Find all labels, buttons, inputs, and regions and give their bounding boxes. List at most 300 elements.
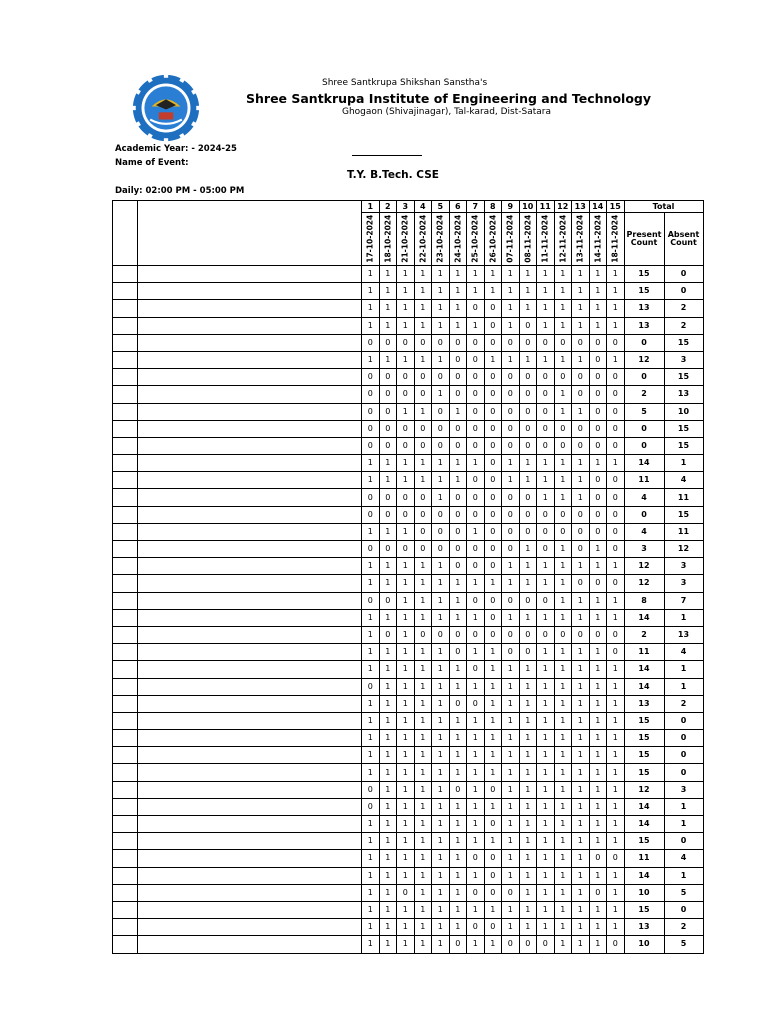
present-count: 14 — [624, 867, 664, 884]
table-row — [113, 936, 704, 953]
attendance-mark: 1 — [502, 833, 520, 850]
attendance-mark: 0 — [449, 644, 467, 661]
attendance-mark: 1 — [502, 558, 520, 575]
attendance-mark: 1 — [572, 661, 590, 678]
academic-year: Academic Year: - 2024-25 — [115, 144, 237, 154]
attendance-mark: 1 — [379, 712, 397, 729]
attendance-mark: 0 — [589, 369, 607, 386]
attendance-mark: 1 — [572, 455, 590, 472]
attendance-mark: 1 — [607, 730, 625, 747]
attendance-mark: 1 — [484, 833, 502, 850]
attendance-mark: 1 — [397, 472, 415, 489]
attendance-mark: 0 — [607, 386, 625, 403]
attendance-mark: 1 — [467, 712, 485, 729]
absent-count: 15 — [664, 420, 703, 437]
attendance-mark: 1 — [554, 472, 572, 489]
attendance-mark: 1 — [537, 455, 555, 472]
attendance-mark: 0 — [519, 644, 537, 661]
attendance-mark: 1 — [537, 833, 555, 850]
attendance-mark: 0 — [519, 420, 537, 437]
attendance-mark: 1 — [554, 781, 572, 798]
absent-count: 11 — [664, 489, 703, 506]
attendance-mark: 0 — [449, 936, 467, 953]
attendance-mark: 0 — [397, 884, 415, 901]
attendance-mark: 1 — [414, 403, 432, 420]
sr-cell — [113, 472, 138, 489]
date-label: 18-10-2024 — [383, 214, 392, 263]
attendance-mark: 1 — [607, 592, 625, 609]
table-row — [113, 300, 704, 317]
attendance-mark: 1 — [397, 747, 415, 764]
sr-cell — [113, 919, 138, 936]
attendance-mark: 1 — [537, 678, 555, 695]
absent-count: 7 — [664, 592, 703, 609]
attendance-mark: 0 — [379, 506, 397, 523]
absent-count: 15 — [664, 369, 703, 386]
attendance-mark: 1 — [572, 901, 590, 918]
attendance-mark: 0 — [379, 437, 397, 454]
date-label: 07-11-2024 — [505, 214, 515, 263]
attendance-mark: 0 — [362, 506, 380, 523]
present-count: 15 — [624, 712, 664, 729]
attendance-mark: 1 — [519, 575, 537, 592]
attendance-mark: 1 — [362, 455, 380, 472]
attendance-mark: 1 — [607, 661, 625, 678]
attendance-mark: 1 — [414, 798, 432, 815]
day-number: 1 — [362, 201, 380, 213]
sr-cell — [113, 850, 138, 867]
attendance-mark: 1 — [554, 764, 572, 781]
student-name-cell — [138, 506, 362, 523]
attendance-mark: 1 — [607, 455, 625, 472]
attendance-mark: 1 — [379, 798, 397, 815]
attendance-mark: 1 — [379, 455, 397, 472]
attendance-mark: 0 — [484, 369, 502, 386]
attendance-mark: 0 — [607, 420, 625, 437]
student-name-cell — [138, 266, 362, 283]
attendance-mark: 1 — [414, 901, 432, 918]
attendance-mark: 1 — [414, 609, 432, 626]
sr-cell — [113, 644, 138, 661]
absent-count: 11 — [664, 523, 703, 540]
attendance-mark: 1 — [449, 919, 467, 936]
attendance-mark: 1 — [537, 266, 555, 283]
attendance-mark: 1 — [432, 266, 450, 283]
attendance-mark: 1 — [432, 472, 450, 489]
attendance-mark: 1 — [589, 609, 607, 626]
sr-cell — [113, 884, 138, 901]
attendance-mark: 1 — [414, 592, 432, 609]
student-name-cell — [138, 884, 362, 901]
attendance-mark: 0 — [484, 334, 502, 351]
present-count: 15 — [624, 764, 664, 781]
attendance-mark: 1 — [432, 695, 450, 712]
date-header — [449, 213, 467, 266]
attendance-mark: 1 — [519, 833, 537, 850]
attendance-mark: 1 — [589, 712, 607, 729]
attendance-mark: 1 — [519, 472, 537, 489]
attendance-mark: 1 — [572, 867, 590, 884]
present-count: 13 — [624, 317, 664, 334]
attendance-mark: 1 — [379, 472, 397, 489]
present-count: 0 — [624, 369, 664, 386]
attendance-table — [112, 200, 704, 954]
institute-name: Shree Santkrupa Institute of Engineering and Technology — [246, 91, 652, 106]
attendance-mark: 1 — [572, 712, 590, 729]
attendance-mark: 0 — [519, 592, 537, 609]
student-name-cell — [138, 919, 362, 936]
attendance-mark: 0 — [519, 523, 537, 540]
present-count: 2 — [624, 626, 664, 643]
attendance-mark: 1 — [397, 678, 415, 695]
attendance-mark: 1 — [519, 901, 537, 918]
attendance-mark: 0 — [589, 437, 607, 454]
attendance-mark: 1 — [362, 317, 380, 334]
attendance-mark: 0 — [572, 541, 590, 558]
attendance-mark: 0 — [397, 541, 415, 558]
attendance-mark: 1 — [379, 884, 397, 901]
attendance-mark: 1 — [362, 884, 380, 901]
attendance-mark: 0 — [449, 523, 467, 540]
date-label: 17-10-2024 — [365, 214, 375, 263]
attendance-mark: 1 — [379, 317, 397, 334]
present-count: 11 — [624, 472, 664, 489]
student-name-cell — [138, 489, 362, 506]
table-row — [113, 730, 704, 747]
present-count: 12 — [624, 575, 664, 592]
attendance-mark: 1 — [379, 300, 397, 317]
attendance-mark: 0 — [519, 489, 537, 506]
attendance-mark: 1 — [449, 317, 467, 334]
attendance-mark: 1 — [502, 351, 520, 368]
attendance-mark: 1 — [414, 266, 432, 283]
attendance-mark: 0 — [414, 420, 432, 437]
student-name-cell — [138, 558, 362, 575]
attendance-mark: 1 — [432, 283, 450, 300]
table-row — [113, 747, 704, 764]
attendance-mark: 1 — [467, 644, 485, 661]
sr-header — [113, 201, 138, 266]
sr-cell — [113, 266, 138, 283]
attendance-mark: 0 — [432, 403, 450, 420]
attendance-mark: 0 — [484, 455, 502, 472]
attendance-mark: 1 — [414, 816, 432, 833]
attendance-mark: 1 — [379, 609, 397, 626]
present-count: 15 — [624, 901, 664, 918]
attendance-mark: 0 — [484, 558, 502, 575]
attendance-mark: 1 — [432, 936, 450, 953]
student-name-cell — [138, 523, 362, 540]
attendance-mark: 1 — [502, 678, 520, 695]
attendance-mark: 0 — [449, 695, 467, 712]
attendance-mark: 0 — [484, 592, 502, 609]
absent-count: 0 — [664, 833, 703, 850]
table-row — [113, 420, 704, 437]
present-count: 12 — [624, 781, 664, 798]
attendance-mark: 1 — [467, 730, 485, 747]
attendance-mark: 0 — [554, 506, 572, 523]
attendance-mark: 1 — [432, 678, 450, 695]
sr-cell — [113, 901, 138, 918]
attendance-mark: 1 — [414, 678, 432, 695]
present-count: 15 — [624, 747, 664, 764]
attendance-mark: 1 — [554, 901, 572, 918]
attendance-mark: 0 — [379, 489, 397, 506]
table-row — [113, 317, 704, 334]
attendance-mark: 1 — [414, 644, 432, 661]
attendance-mark: 0 — [554, 369, 572, 386]
sr-cell — [113, 712, 138, 729]
absent-count: 0 — [664, 712, 703, 729]
attendance-mark: 0 — [537, 403, 555, 420]
attendance-mark: 0 — [589, 420, 607, 437]
attendance-mark: 0 — [484, 541, 502, 558]
attendance-mark: 0 — [397, 334, 415, 351]
attendance-mark: 1 — [432, 609, 450, 626]
institute-address: Ghogaon (Shivajinagar), Tal-karad, Dist-Satara — [342, 107, 552, 117]
student-name-cell — [138, 850, 362, 867]
sr-cell — [113, 695, 138, 712]
date-header — [519, 213, 537, 266]
attendance-mark: 0 — [572, 334, 590, 351]
attendance-mark: 0 — [362, 369, 380, 386]
attendance-mark: 1 — [432, 867, 450, 884]
present-count: 14 — [624, 455, 664, 472]
present-count: 15 — [624, 266, 664, 283]
attendance-mark: 1 — [362, 730, 380, 747]
attendance-mark: 0 — [502, 506, 520, 523]
attendance-mark: 1 — [362, 919, 380, 936]
attendance-mark: 1 — [519, 661, 537, 678]
present-count: 3 — [624, 541, 664, 558]
absent-count: 13 — [664, 626, 703, 643]
attendance-mark: 1 — [379, 764, 397, 781]
attendance-mark: 1 — [467, 455, 485, 472]
student-name-cell — [138, 609, 362, 626]
table-row — [113, 351, 704, 368]
attendance-mark: 0 — [502, 369, 520, 386]
attendance-mark: 1 — [572, 558, 590, 575]
date-header — [572, 213, 590, 266]
attendance-mark: 1 — [537, 884, 555, 901]
attendance-mark: 0 — [484, 489, 502, 506]
attendance-mark: 1 — [379, 867, 397, 884]
attendance-mark: 1 — [537, 661, 555, 678]
attendance-mark: 1 — [449, 901, 467, 918]
attendance-mark: 0 — [484, 816, 502, 833]
attendance-mark: 1 — [554, 575, 572, 592]
date-header — [554, 213, 572, 266]
attendance-mark: 0 — [589, 506, 607, 523]
sr-cell — [113, 334, 138, 351]
attendance-mark: 1 — [554, 300, 572, 317]
attendance-mark: 1 — [467, 266, 485, 283]
sr-cell — [113, 747, 138, 764]
attendance-mark: 1 — [537, 919, 555, 936]
present-count: 4 — [624, 489, 664, 506]
attendance-mark: 0 — [502, 437, 520, 454]
attendance-mark: 0 — [432, 369, 450, 386]
attendance-mark: 1 — [607, 609, 625, 626]
table-row — [113, 283, 704, 300]
attendance-mark: 1 — [537, 781, 555, 798]
attendance-mark: 0 — [607, 626, 625, 643]
attendance-mark: 1 — [589, 833, 607, 850]
present-count: 13 — [624, 695, 664, 712]
student-name-cell — [138, 833, 362, 850]
sr-cell — [113, 816, 138, 833]
attendance-mark: 1 — [449, 661, 467, 678]
attendance-mark: 1 — [572, 678, 590, 695]
attendance-mark: 1 — [572, 798, 590, 815]
attendance-mark: 1 — [502, 730, 520, 747]
attendance-mark: 1 — [572, 919, 590, 936]
attendance-mark: 1 — [397, 283, 415, 300]
attendance-mark: 1 — [449, 283, 467, 300]
attendance-mark: 1 — [589, 592, 607, 609]
attendance-mark: 0 — [589, 884, 607, 901]
attendance-mark: 0 — [537, 626, 555, 643]
attendance-mark: 1 — [414, 283, 432, 300]
attendance-mark: 1 — [572, 317, 590, 334]
attendance-mark: 1 — [607, 678, 625, 695]
sr-cell — [113, 592, 138, 609]
date-label: 26-10-2024 — [488, 214, 497, 263]
present-count: 10 — [624, 936, 664, 953]
day-number: 14 — [589, 201, 607, 213]
attendance-mark: 1 — [449, 850, 467, 867]
attendance-mark: 1 — [519, 266, 537, 283]
attendance-mark: 0 — [502, 403, 520, 420]
attendance-mark: 1 — [554, 712, 572, 729]
attendance-mark: 1 — [589, 266, 607, 283]
sr-cell — [113, 317, 138, 334]
attendance-mark: 1 — [414, 850, 432, 867]
day-number: 12 — [554, 201, 572, 213]
attendance-mark: 1 — [607, 816, 625, 833]
attendance-mark: 1 — [432, 884, 450, 901]
attendance-mark: 1 — [397, 592, 415, 609]
table-row — [113, 437, 704, 454]
attendance-mark: 0 — [589, 523, 607, 540]
attendance-mark: 1 — [572, 781, 590, 798]
attendance-mark: 0 — [467, 506, 485, 523]
attendance-mark: 0 — [519, 437, 537, 454]
attendance-mark: 1 — [589, 936, 607, 953]
attendance-mark: 1 — [484, 901, 502, 918]
attendance-mark: 1 — [554, 283, 572, 300]
attendance-mark: 1 — [414, 300, 432, 317]
attendance-mark: 1 — [572, 351, 590, 368]
day-number: 8 — [484, 201, 502, 213]
attendance-mark: 1 — [607, 919, 625, 936]
present-count: 13 — [624, 300, 664, 317]
attendance-mark: 1 — [484, 351, 502, 368]
attendance-mark: 1 — [502, 661, 520, 678]
attendance-mark: 1 — [502, 300, 520, 317]
attendance-mark: 0 — [537, 437, 555, 454]
attendance-mark: 1 — [484, 678, 502, 695]
attendance-mark: 0 — [589, 472, 607, 489]
date-label: 13-11-2024 — [575, 214, 585, 263]
attendance-mark: 1 — [572, 833, 590, 850]
attendance-mark: 1 — [537, 695, 555, 712]
attendance-mark: 1 — [589, 455, 607, 472]
student-name-cell — [138, 678, 362, 695]
attendance-mark: 1 — [572, 592, 590, 609]
present-count: 5 — [624, 403, 664, 420]
sr-cell — [113, 661, 138, 678]
student-name-cell — [138, 798, 362, 815]
attendance-mark: 1 — [502, 764, 520, 781]
attendance-mark: 0 — [572, 523, 590, 540]
attendance-mark: 1 — [362, 266, 380, 283]
attendance-mark: 1 — [397, 626, 415, 643]
attendance-mark: 1 — [554, 850, 572, 867]
present-count: 15 — [624, 730, 664, 747]
attendance-mark: 0 — [519, 317, 537, 334]
table-row — [113, 644, 704, 661]
attendance-mark: 0 — [414, 541, 432, 558]
attendance-mark: 1 — [397, 351, 415, 368]
attendance-mark: 0 — [467, 626, 485, 643]
attendance-mark: 1 — [554, 317, 572, 334]
attendance-mark: 0 — [519, 386, 537, 403]
attendance-mark: 1 — [432, 764, 450, 781]
attendance-mark: 1 — [397, 455, 415, 472]
attendance-mark: 0 — [484, 523, 502, 540]
absent-count: 2 — [664, 919, 703, 936]
attendance-mark: 1 — [537, 816, 555, 833]
student-name-cell — [138, 695, 362, 712]
attendance-mark: 1 — [519, 678, 537, 695]
attendance-mark: 0 — [572, 626, 590, 643]
attendance-mark: 1 — [467, 781, 485, 798]
attendance-mark: 1 — [502, 781, 520, 798]
attendance-mark: 1 — [589, 781, 607, 798]
attendance-mark: 1 — [362, 936, 380, 953]
attendance-mark: 1 — [572, 816, 590, 833]
attendance-mark: 1 — [397, 798, 415, 815]
student-name-cell — [138, 541, 362, 558]
attendance-mark: 0 — [607, 334, 625, 351]
day-number: 10 — [519, 201, 537, 213]
attendance-mark: 1 — [414, 661, 432, 678]
table-row — [113, 661, 704, 678]
attendance-mark: 0 — [432, 506, 450, 523]
sr-cell — [113, 386, 138, 403]
attendance-mark: 0 — [502, 541, 520, 558]
attendance-mark: 0 — [449, 558, 467, 575]
student-name-cell — [138, 420, 362, 437]
attendance-mark: 1 — [414, 833, 432, 850]
absent-count: 15 — [664, 506, 703, 523]
attendance-mark: 1 — [379, 351, 397, 368]
absent-count: 3 — [664, 781, 703, 798]
attendance-mark: 1 — [414, 455, 432, 472]
attendance-mark: 1 — [432, 919, 450, 936]
attendance-mark: 1 — [397, 833, 415, 850]
attendance-mark: 1 — [502, 816, 520, 833]
attendance-mark: 1 — [554, 386, 572, 403]
attendance-mark: 1 — [589, 661, 607, 678]
table-row — [113, 919, 704, 936]
attendance-mark: 0 — [607, 472, 625, 489]
attendance-mark: 1 — [397, 901, 415, 918]
attendance-mark: 1 — [449, 798, 467, 815]
attendance-mark: 0 — [449, 351, 467, 368]
attendance-mark: 1 — [607, 351, 625, 368]
